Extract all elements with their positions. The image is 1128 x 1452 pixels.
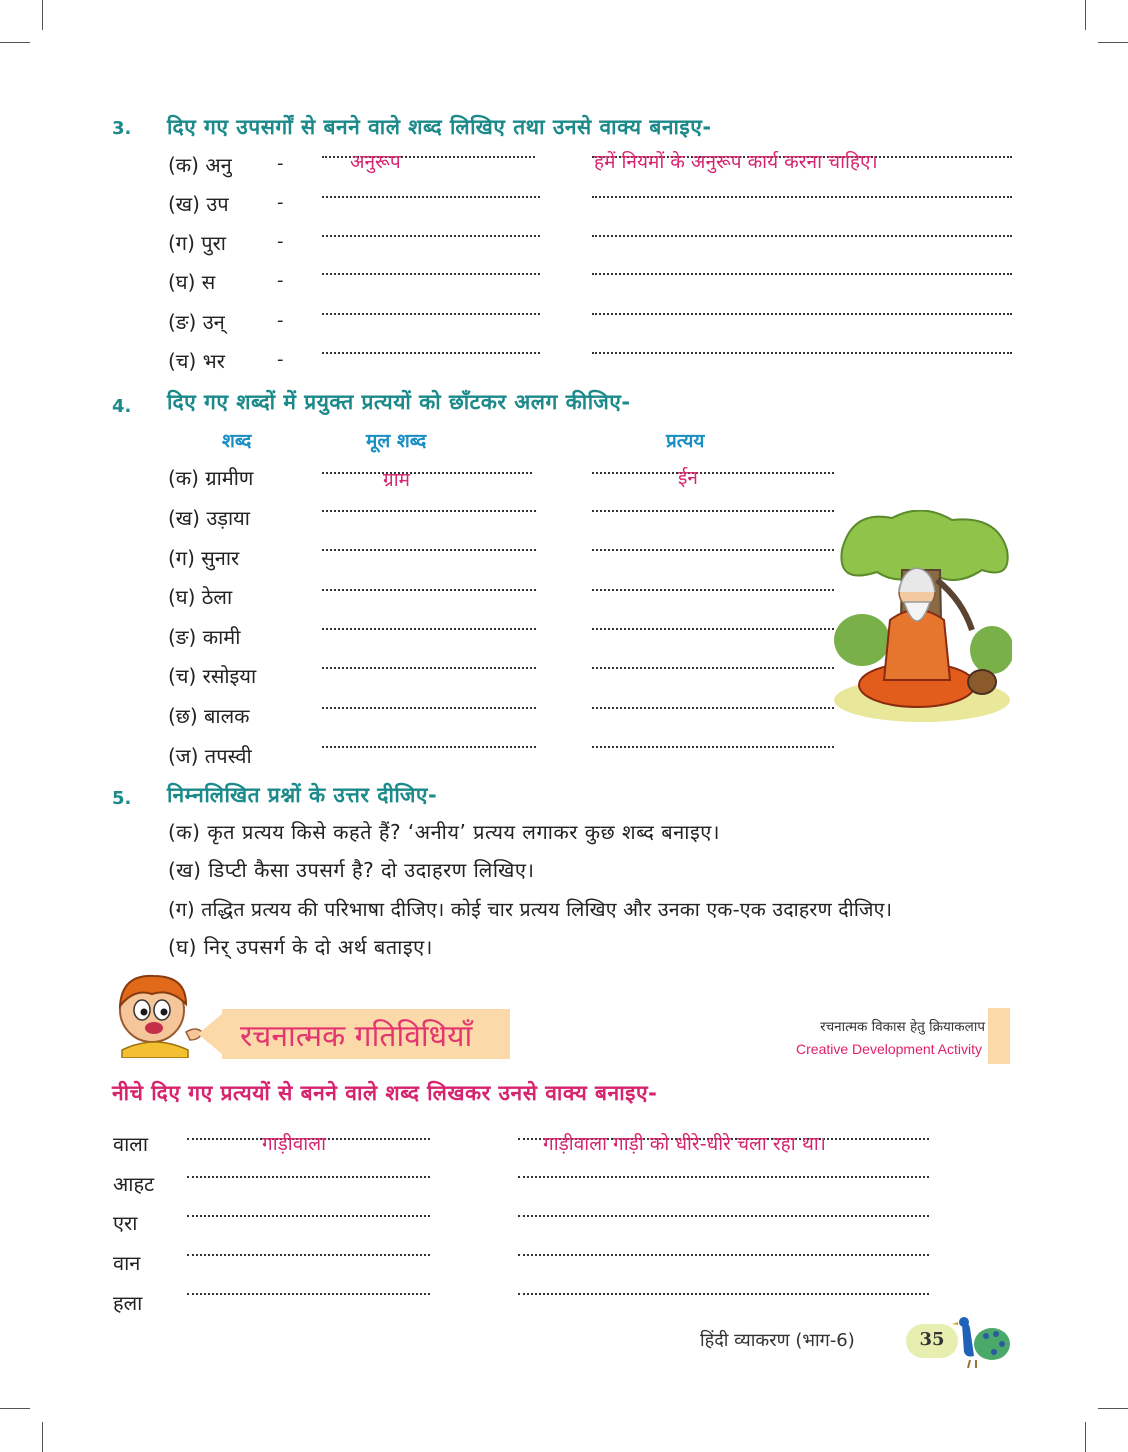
q5-title: निम्नलिखित प्रश्नों के उत्तर दीजिए- — [167, 783, 438, 807]
q5-question: (ख) डिप्टी कैसा उपसर्ग है? दो उदाहरण लिखिए। — [168, 858, 535, 882]
q3-sentence-blank[interactable] — [592, 235, 1012, 237]
activity-label: वान — [113, 1251, 141, 1275]
activity-label: आहट — [113, 1172, 155, 1196]
q4-header-suffix: प्रत्यय — [666, 430, 705, 452]
q3-sentence-blank[interactable] — [592, 352, 1012, 354]
q4-root-blank[interactable] — [322, 549, 536, 551]
q3-dash: - — [277, 310, 284, 331]
q4-label: (छ) बालक — [168, 704, 250, 728]
q4-suffix-blank[interactable] — [592, 549, 834, 551]
q3-sentence-answer: हमें नियमों के अनुरूप कार्य करना चाहिए। — [594, 151, 878, 173]
q4-suffix-blank[interactable] — [592, 746, 834, 748]
q4-root-answer: ग्राम — [383, 469, 410, 491]
q4-label: (ग) सुनार — [168, 546, 240, 570]
q5-question: (घ) निर् उपसर्ग के दो अर्थ बताइए। — [168, 935, 433, 959]
q5-question: (क) कृत प्रत्यय किसे कहते हैं? ‘अनीय’ प्रत्यय लगाकर कुछ शब्द बनाइए। — [168, 820, 720, 844]
page-number: 35 — [919, 1329, 945, 1350]
q3-word-blank[interactable] — [322, 196, 540, 198]
q4-root-blank[interactable] — [322, 510, 536, 512]
activity-side-hindi: रचनात्मक विकास हेतु क्रियाकलाप — [820, 1019, 985, 1035]
activity-label: एरा — [113, 1211, 138, 1235]
peacock-icon — [952, 1312, 1012, 1368]
q4-label: (ङ) कामी — [168, 625, 241, 649]
activity-sentence-blank[interactable] — [518, 1215, 929, 1217]
activity-word-blank[interactable] — [187, 1254, 430, 1256]
q4-suffix-blank[interactable] — [592, 707, 834, 709]
q3-word-blank[interactable] — [322, 273, 540, 275]
q4-root-blank[interactable] — [322, 589, 536, 591]
q4-label: (घ) ठेला — [168, 585, 233, 609]
activity-sentence-answer: गाड़ीवाला गाड़ी को धीरे-धीरे चला रहा था। — [543, 1133, 826, 1155]
q3-number: 3. — [112, 118, 132, 139]
q3-dash: - — [277, 153, 284, 174]
q4-title: दिए गए शब्दों में प्रयुक्त प्रत्ययों को छाँटकर अलग कीजिए- — [167, 390, 631, 414]
q3-dash: - — [277, 270, 284, 291]
q3-label: (ङ) उन् — [168, 310, 225, 334]
q4-root-blank[interactable] — [322, 667, 536, 669]
q5-number: 5. — [112, 788, 132, 809]
activity-word-answer: गाड़ीवाला — [262, 1133, 326, 1155]
q3-dash: - — [277, 349, 284, 370]
activity-banner-title: रचनात्मक गतिविधियाँ — [240, 1019, 473, 1054]
activity-side-english: Creative Development Activity — [796, 1041, 982, 1057]
activity-sentence-blank[interactable] — [518, 1293, 929, 1295]
q4-header-root: मूल शब्द — [366, 430, 427, 452]
q3-dash: - — [277, 231, 284, 252]
activity-banner — [198, 1009, 510, 1059]
q4-label: (ज) तपस्वी — [168, 744, 252, 768]
q3-label: (च) भर — [168, 349, 225, 373]
activity-word-blank[interactable] — [187, 1293, 430, 1295]
q3-word-answer: अनुरूप — [350, 151, 401, 173]
q5-question: (ग) तद्धित प्रत्यय की परिभाषा दीजिए। कोई चार प्रत्यय लिखिए और उनका एक-एक उदाहरण दीजिए। — [168, 898, 893, 921]
activity-word-blank[interactable] — [187, 1215, 430, 1217]
activity-sentence-blank[interactable] — [518, 1254, 929, 1256]
q3-label: (ग) पुरा — [168, 231, 226, 255]
q4-header-word: शब्द — [222, 430, 252, 452]
q3-sentence-blank[interactable] — [592, 196, 1012, 198]
footer-book-title: हिंदी व्याकरण (भाग-6) — [700, 1330, 855, 1351]
activity-sentence-blank[interactable] — [518, 1176, 929, 1178]
q4-root-blank[interactable] — [322, 707, 536, 709]
meditating-sage-illustration — [832, 510, 1012, 725]
activity-label: वाला — [113, 1132, 149, 1156]
q3-word-blank[interactable] — [322, 235, 540, 237]
activity-label: हला — [113, 1291, 143, 1315]
q4-suffix-blank[interactable] — [592, 667, 834, 669]
q4-root-blank[interactable] — [322, 746, 536, 748]
side-accent-bar — [988, 1008, 1010, 1064]
boy-mascot-illustration — [110, 968, 206, 1058]
q3-label: (क) अनु — [168, 153, 232, 177]
q4-suffix-blank[interactable] — [592, 628, 834, 630]
q4-suffix-blank[interactable] — [592, 472, 834, 474]
q4-label: (च) रसोइया — [168, 664, 257, 688]
q4-label: (क) ग्रामीण — [168, 466, 254, 490]
q3-sentence-blank[interactable] — [592, 273, 1012, 275]
activity-instruction: नीचे दिए गए प्रत्ययों से बनने वाले शब्द लिखकर उनसे वाक्य बनाइए- — [112, 1081, 658, 1105]
q3-word-blank[interactable] — [322, 352, 540, 354]
q3-label: (घ) स — [168, 270, 216, 294]
q4-number: 4. — [112, 396, 132, 417]
q3-title: दिए गए उपसर्गों से बनने वाले शब्द लिखिए तथा उनसे वाक्य बनाइए- — [167, 115, 712, 139]
q4-suffix-blank[interactable] — [592, 510, 834, 512]
q4-root-blank[interactable] — [322, 472, 532, 474]
q4-label: (ख) उड़ाया — [168, 506, 250, 530]
q4-root-blank[interactable] — [322, 628, 536, 630]
q4-suffix-answer: ईन — [678, 467, 698, 489]
q3-dash: - — [277, 192, 284, 213]
activity-word-blank[interactable] — [187, 1176, 430, 1178]
q4-suffix-blank[interactable] — [592, 589, 834, 591]
q3-label: (ख) उप — [168, 192, 229, 216]
q3-word-blank[interactable] — [322, 313, 540, 315]
q3-sentence-blank[interactable] — [592, 313, 1012, 315]
